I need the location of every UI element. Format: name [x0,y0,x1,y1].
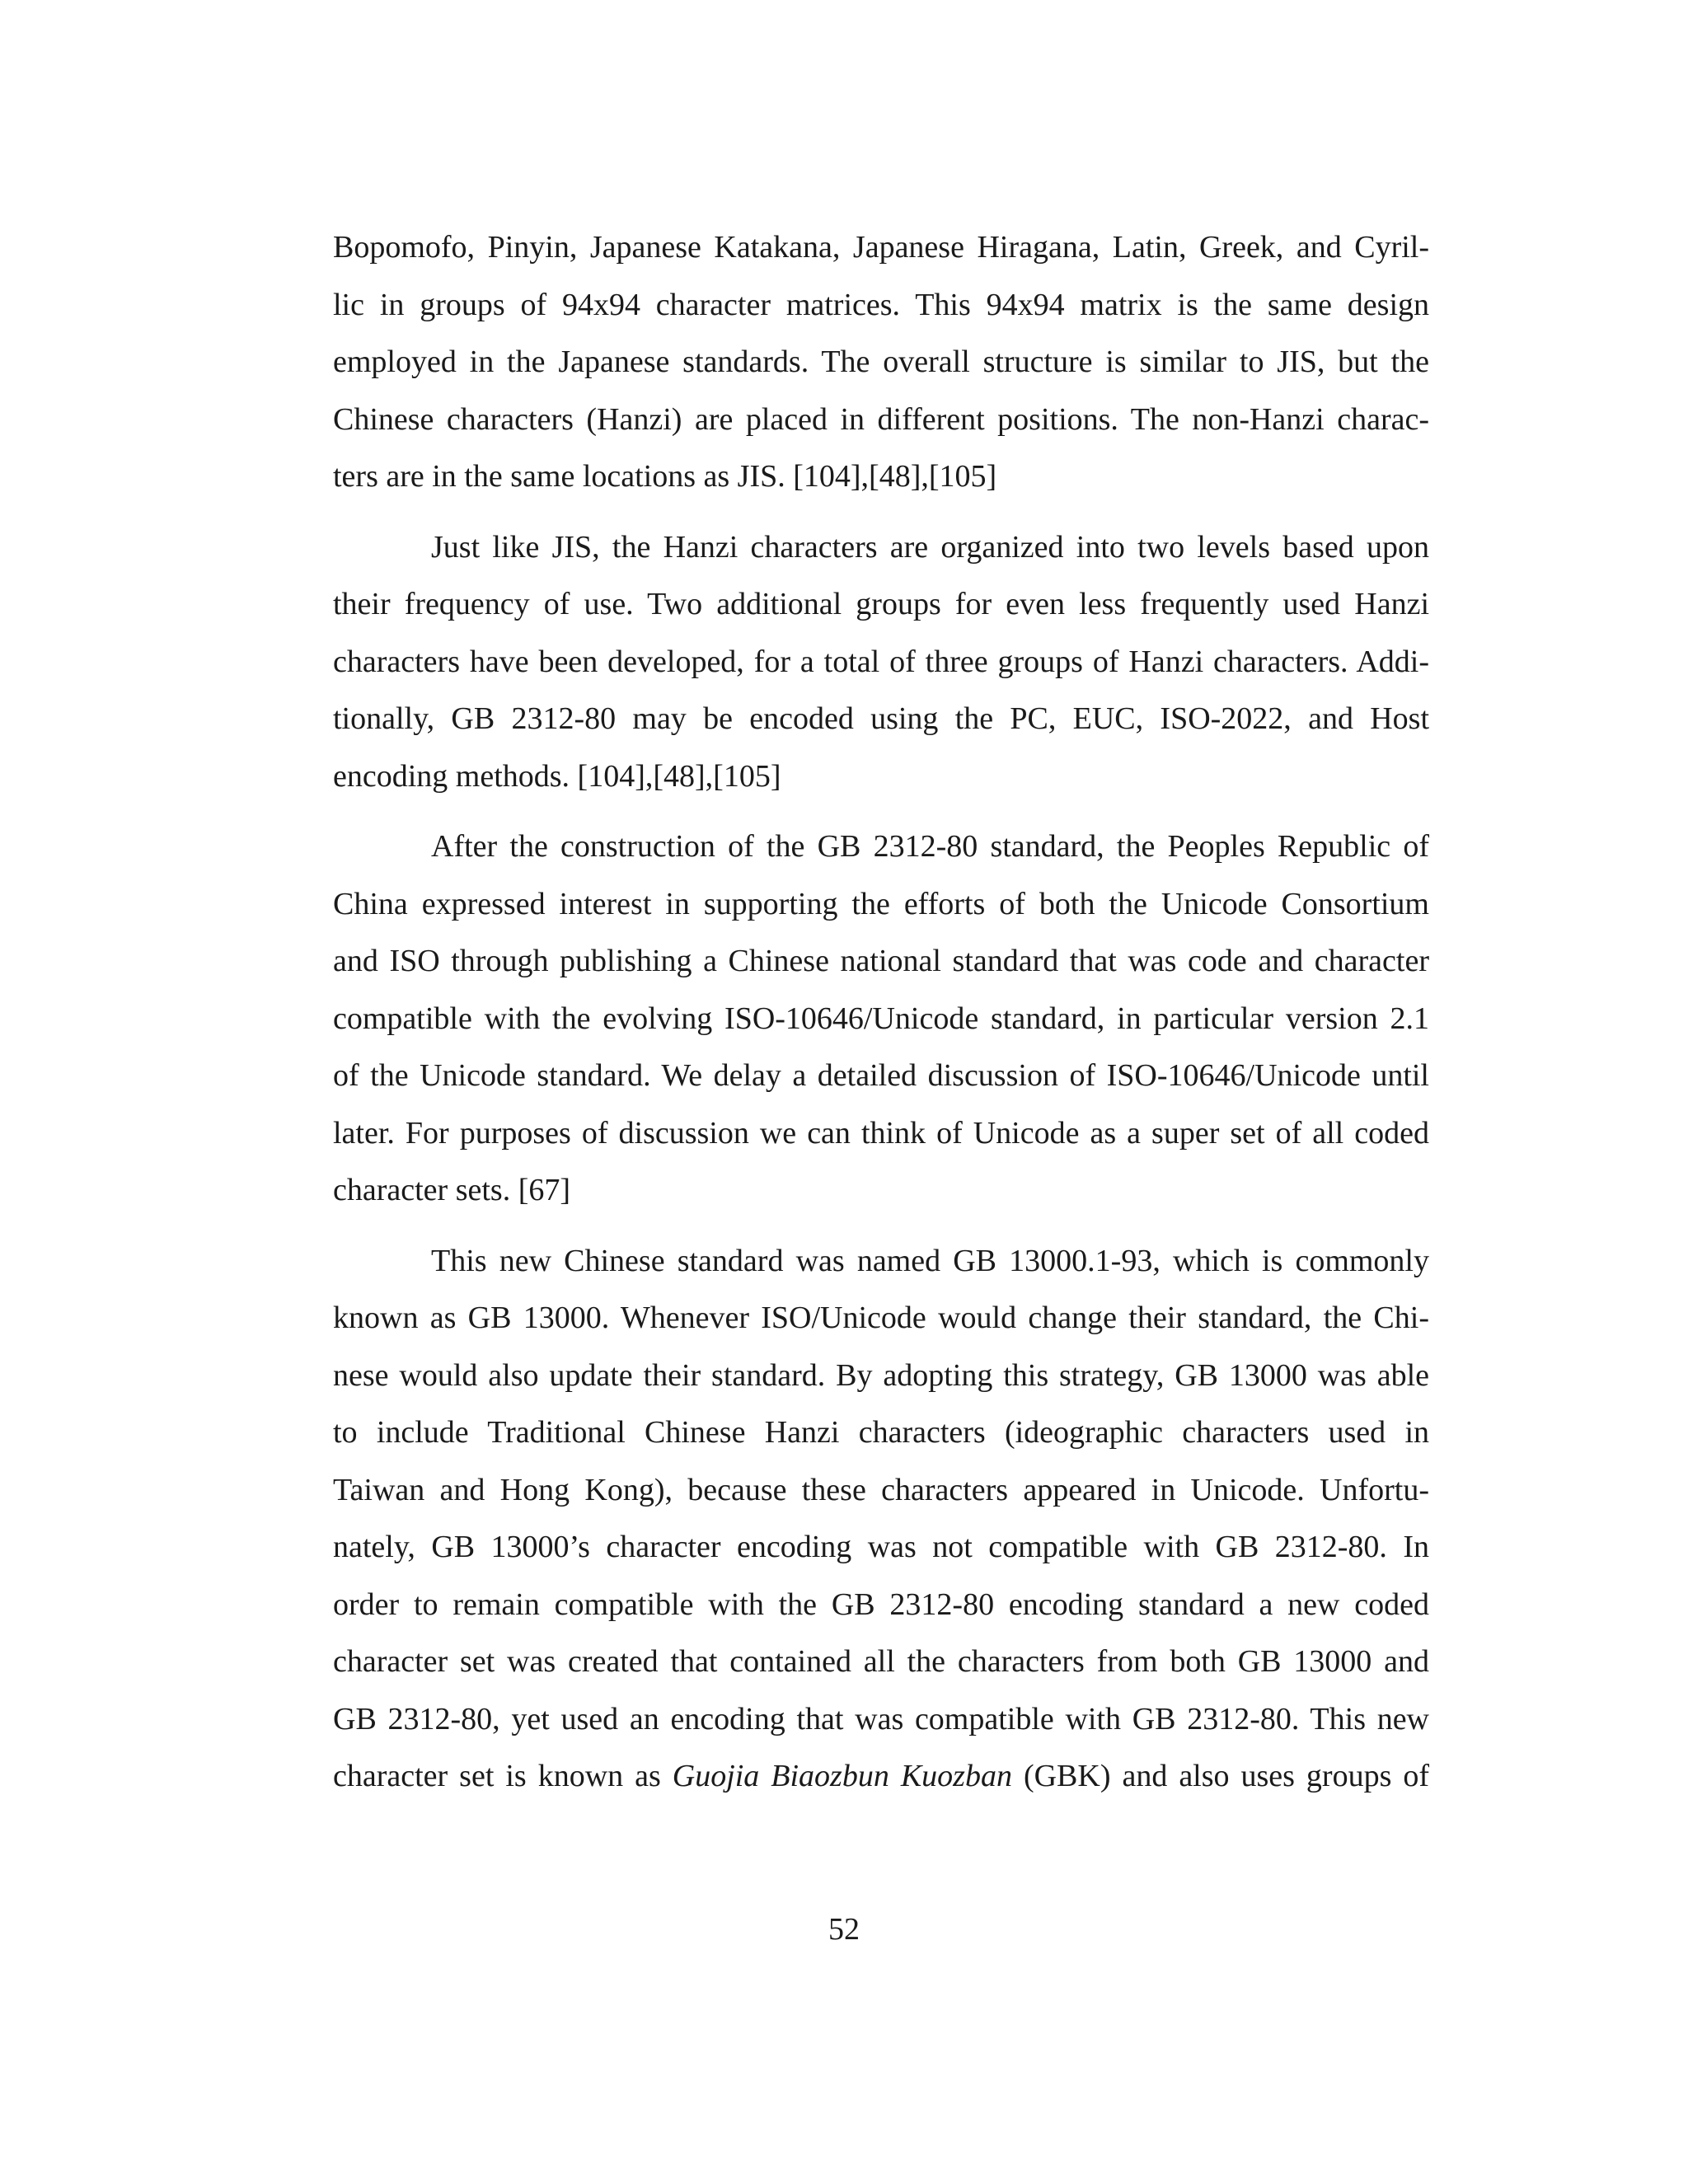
text-line: Bopomofo, Pinyin, Japanese Katakana, Japanese Hiragana, Latin, Greek, and Cyril- [333,230,1429,265]
text-line: GB 2312-80, yet used an encoding that was compatible with GB 2312-80. This new [333,1701,1429,1736]
text-line: later. For purposes of discussion we can think of Unicode as a super set of all coded [333,1115,1429,1151]
text-line: After the construction of the GB 2312-80 standard, the Peoples Republic of [431,829,1429,864]
paragraph-1 [333,219,1429,506]
text-line: China expressed interest in supporting the efforts of both the Unicode Consortium [333,886,1429,921]
paragraph-3 [333,818,1429,1220]
text-line: of the Unicode standard. We delay a detailed discussion of ISO-10646/Unicode until [333,1058,1429,1093]
text-line: to include Traditional Chinese Hanzi characters (ideographic characters used in [333,1415,1429,1450]
text-line: character set was created that contained all the characters from both GB 13000 and [333,1644,1429,1679]
body-text [333,219,1429,1806]
text-line: and ISO through publishing a Chinese national standard that was code and character [333,944,1429,978]
text-line: ters are in the same locations as JIS. [104],[48],[105] [333,459,997,494]
text-line: characters have been developed, for a total of three groups of Hanzi characters. Addi- [333,644,1429,679]
text-line: encoding methods. [104],[48],[105] [333,758,781,794]
text-line-with-italic [333,1748,1429,1806]
text-line: This new Chinese standard was named GB 13000.1-93, which is commonly [431,1243,1429,1278]
paragraph-4 [333,1233,1429,1806]
italic-term: Guojia Biaozbun Kuozban [672,1759,1012,1793]
text-line: lic in groups of 94x94 character matrices. This 94x94 matrix is the same design [333,287,1429,322]
text-line: employed in the Japanese standards. The overall structure is similar to JIS, but the [333,344,1429,379]
text-line: order to remain compatible with the GB 2312-80 encoding standard a new coded [333,1586,1429,1622]
text-line: Chinese characters (Hanzi) are placed in different positions. The non-Hanzi charac- [333,401,1429,437]
text-line: their frequency of use. Two additional groups for even less frequently used Hanzi [333,587,1429,621]
text-line: Taiwan and Hong Kong), because these characters appeared in Unicode. Unfortu- [333,1472,1429,1507]
text-line: tionally, GB 2312-80 may be encoded using the PC, EUC, ISO-2022, and Host [333,701,1429,736]
paragraph-gap [333,1220,1429,1233]
text-line: compatible with the evolving ISO-10646/Unicode standard, in particular version 2.1 [333,1001,1429,1036]
paragraph-2 [333,519,1429,806]
text-line: Just like JIS, the Hanzi characters are organized into two levels based upon [431,529,1429,565]
text-line: character sets. [67] [333,1173,571,1207]
page-number: 52 [828,1912,860,1947]
paragraph-gap [333,805,1429,818]
text-run: character set is known as [333,1759,673,1793]
text-line: nese would also update their standard. By adopting this strategy, GB 13000 was able [333,1357,1429,1393]
text-run: (GBK) and also uses groups of [1011,1759,1430,1793]
text-line: nately, GB 13000’s character encoding was not compatible with GB 2312-80. In [333,1530,1429,1564]
paragraph-gap [333,506,1429,519]
text-line: known as GB 13000. Whenever ISO/Unicode would change their standard, the Chi- [333,1301,1429,1335]
